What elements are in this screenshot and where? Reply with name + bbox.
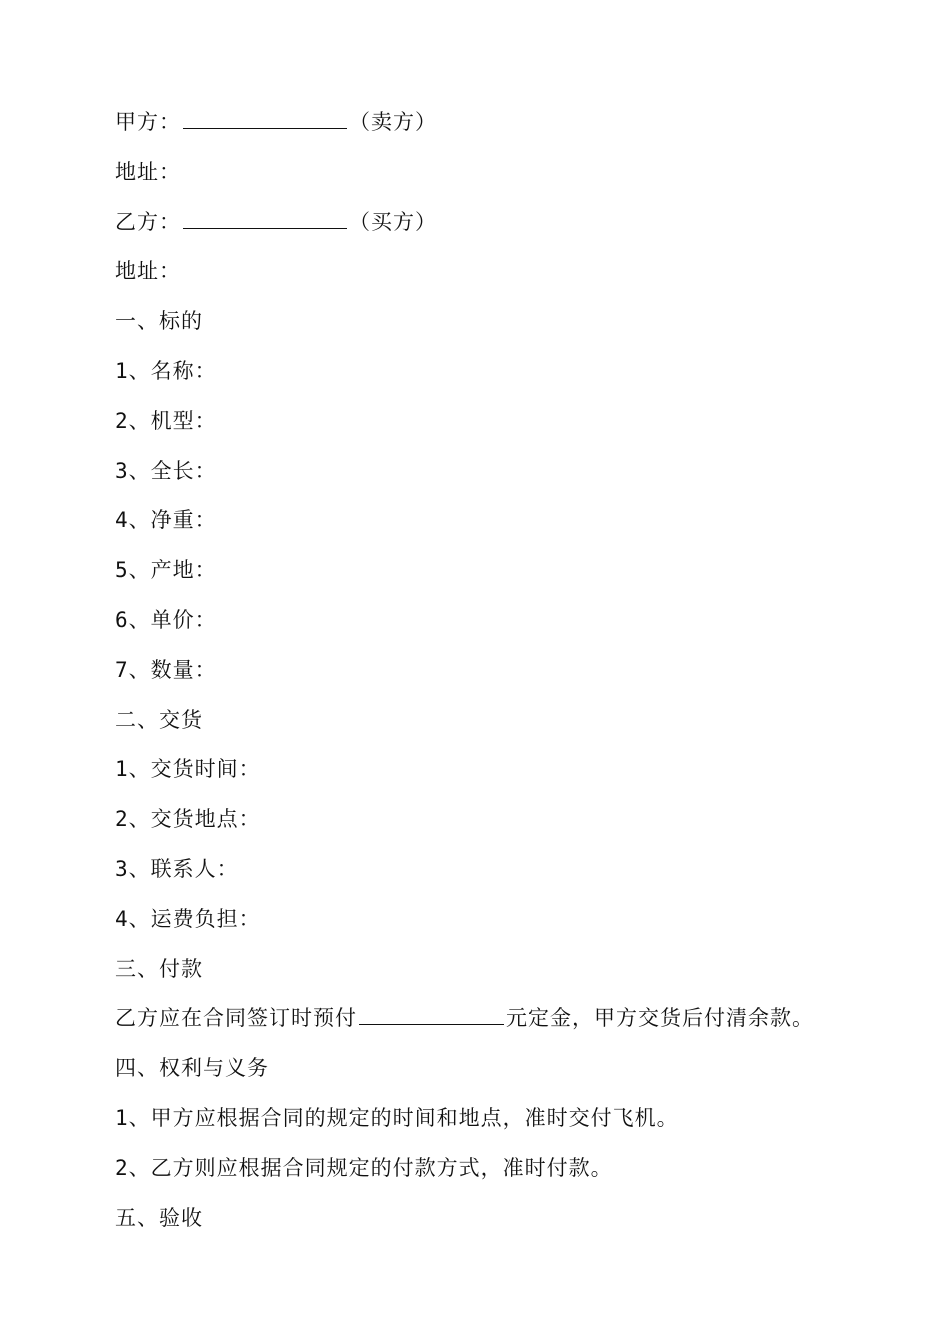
party-a-blank [183,127,347,129]
section2-item-place: 2、交货地点： [115,807,261,832]
payment-amount-blank [359,1023,504,1025]
section1-item-model: 2、机型： [115,408,217,433]
section1-item-length: 3、全长： [115,458,217,483]
contract-body [115,102,875,1247]
section2-item-freight: 4、运费负担： [115,906,261,931]
payment-prefix: 乙方应在合同签订时预付 [115,1006,357,1031]
section4-heading: 四、权利与义务 [115,1056,269,1081]
party-b-label: 乙方： [115,209,181,234]
section2-item-time: 1、交货时间： [115,757,261,782]
section4-item-buyer: 2、乙方则应根据合同规定的付款方式，准时付款。 [115,1155,613,1180]
section1-item-price: 6、单价： [115,607,217,632]
section4-item-seller: 1、甲方应根据合同的规定的时间和地点，准时交付飞机。 [115,1105,679,1130]
address-a-line: 地址： [115,159,181,184]
party-b-role: （买方） [349,209,437,234]
party-a-label: 甲方： [115,110,181,134]
party-b-blank [183,227,347,229]
section3-payment-line [115,998,875,1048]
section2-item-contact: 3、联系人： [115,856,239,881]
section1-item-weight: 4、净重： [115,508,217,533]
party-b-line [115,202,875,252]
section1-heading: 一、标的 [115,309,203,334]
section1-item-quantity: 7、数量： [115,657,217,682]
section3-heading: 三、付款 [115,956,203,981]
section1-item-name: 1、名称： [115,358,217,383]
payment-suffix: 元定金，甲方交货后付清余款。 [506,1006,814,1031]
address-b-line: 地址： [115,259,181,284]
party-a-line [115,102,875,152]
party-a-role: （卖方） [349,110,437,134]
section5-heading: 五、验收 [115,1205,203,1230]
section2-heading: 二、交货 [115,707,203,732]
section1-item-origin: 5、产地： [115,558,217,583]
